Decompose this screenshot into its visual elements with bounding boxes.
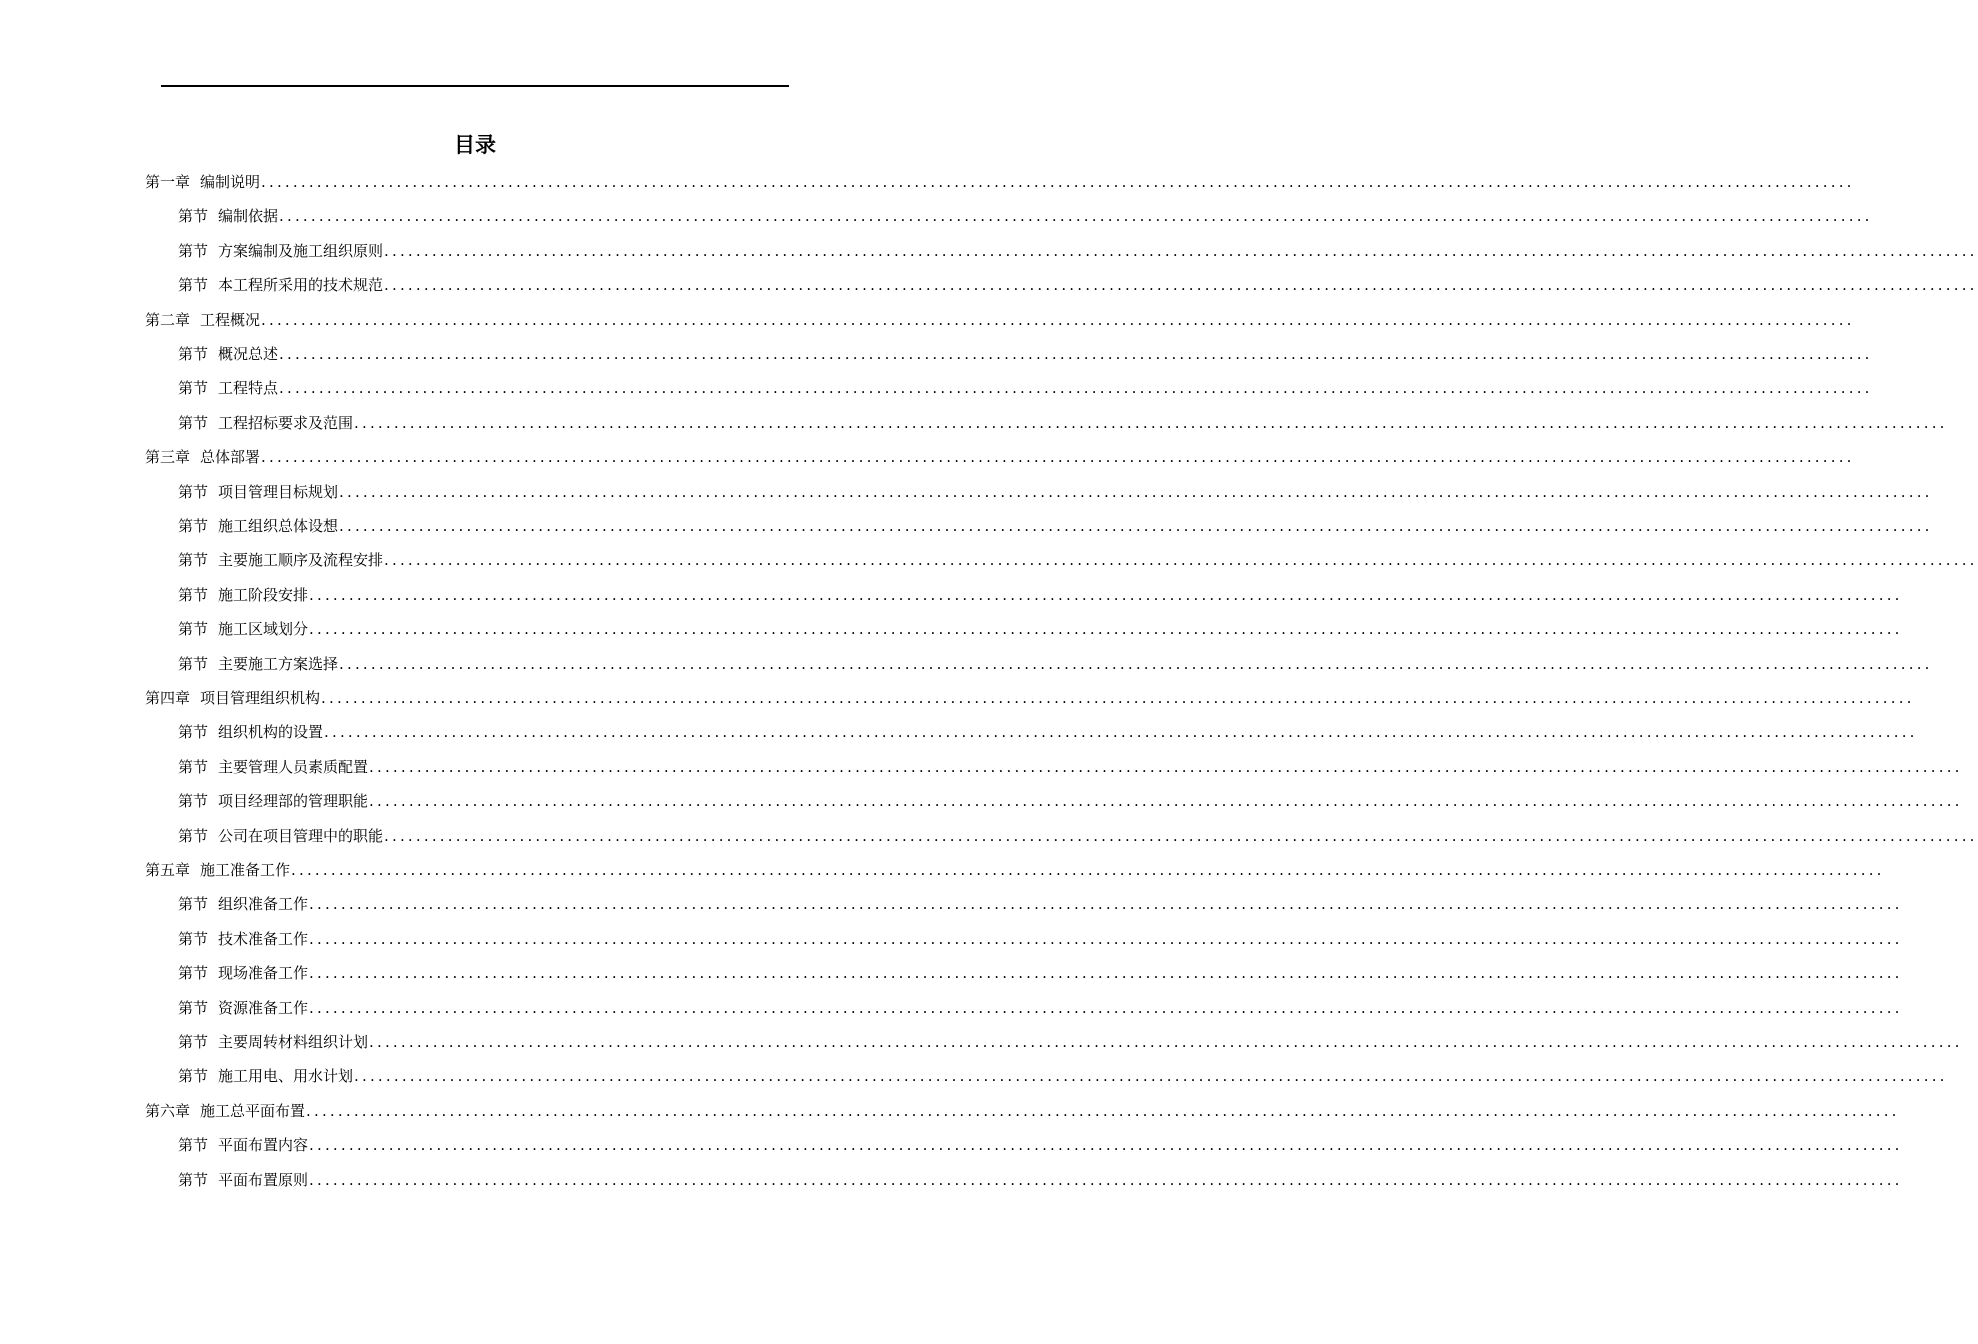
toc-entry-text: 组织机构的设置 [218,723,324,742]
toc-entry-text: 施工阶段安排 [218,585,309,604]
toc-dot-leader: ........................................................................................................................................................................................................ [309,929,1903,948]
toc-entry-label: 第节 [178,207,209,226]
toc-entry-label: 第节 [178,723,209,742]
toc-entry-text: 主要施工方案选择 [218,654,339,673]
toc-entry-label: 第节 [178,413,209,432]
toc-entry-text: 平面布置内容 [218,1136,309,1155]
toc-dot-leader: ........................................................................................................................................................................................................ [339,654,1933,673]
toc-entry-text: 施工组织总体设想 [218,517,339,535]
toc-entry-text: 项目管理组织机构 [200,689,321,707]
toc-entry-text: 平面布置原则 [218,1170,309,1189]
toc-dot-leader: ........................................................................................................................................................................................................ [309,620,1903,639]
toc-section-entry[interactable] [178,615,1903,643]
toc-dot-leader: ........................................................................................................................................................................................................ [279,207,1873,226]
toc-entry-text: 本工程所采用的技术规范 [218,276,384,295]
toc-entry-label: 第节 [178,826,209,845]
toc-entry-label: 第节 [178,757,209,776]
toc-section-entry[interactable] [178,374,1873,402]
toc-entry-text: 组织准备工作 [218,895,309,914]
toc-entry-text: 技术准备工作 [218,929,309,948]
toc-dot-leader: ........................................................................................................................................................................................................ [261,448,1855,467]
toc-chapter-entry[interactable] [145,306,1855,334]
toc-dot-leader: ........................................................................................................................................................................................................ [309,1136,1903,1155]
toc-entry-text: 施工区域划分 [218,620,309,639]
toc-entry-label: 第节 [178,379,209,398]
toc-entry-text: 方案编制及施工组织原则 [218,241,384,260]
toc-section-entry[interactable] [178,512,1933,540]
toc-section-entry[interactable] [178,787,1963,815]
toc-entry-label: 第节 [178,276,209,295]
toc-entry-label: 第节 [178,929,209,948]
toc-section-entry[interactable] [178,1131,1903,1159]
toc-section-entry[interactable] [178,1062,1948,1090]
toc-entry-label: 第节 [178,1067,209,1086]
toc-dot-leader: ........................................................................................................................................................................................................ [261,310,1855,329]
toc-entry-label: 第节 [178,1033,209,1051]
toc-section-entry[interactable] [178,340,1873,368]
page-title: 目录 [454,133,496,157]
toc-entry-label: 第节 [178,1136,209,1155]
toc-dot-leader: ........................................................................................................................................................................................................ [321,689,1915,707]
toc-entry-text: 施工准备工作 [200,861,291,879]
header-rule [161,85,789,87]
toc-section-entry[interactable] [178,1028,1963,1056]
toc-dot-leader: ........................................................................................................................................................................................................ [354,413,1948,432]
toc-entry-text: 主要管理人员素质配置 [218,757,369,776]
toc-section-entry[interactable] [178,890,1903,918]
toc-dot-leader: ........................................................................................................................................................................................................ [309,1170,1903,1189]
toc-section-entry[interactable] [178,546,1978,574]
toc-section-entry[interactable] [178,202,1873,230]
toc-section-entry[interactable] [178,409,1948,437]
toc-dot-leader: ........................................................................................................................................................................................................ [309,585,1903,604]
toc-dot-leader: ........................................................................................................................................................................................................ [354,1067,1948,1086]
toc-entry-text: 工程招标要求及范围 [218,413,354,432]
toc-entry-label: 第五章 [145,861,191,879]
toc-entry-label: 第节 [178,998,209,1017]
toc-section-entry[interactable] [178,237,1978,265]
toc-entry-label: 第节 [178,792,209,811]
toc-section-entry[interactable] [178,718,1918,746]
toc-dot-leader: ........................................................................................................................................................................................................ [309,895,1903,914]
toc-dot-leader: ........................................................................................................................................................................................................ [291,861,1885,879]
toc-entry-label: 第节 [178,964,209,983]
toc-entry-label: 第节 [178,345,209,363]
toc-entry-label: 第节 [178,482,209,501]
toc-dot-leader: ........................................................................................................................................................................................................ [279,379,1873,398]
toc-entry-label: 第节 [178,620,209,639]
toc-entry-text: 工程概况 [200,310,261,329]
toc-chapter-entry[interactable] [145,684,1915,712]
toc-entry-text: 现场准备工作 [218,964,309,983]
toc-chapter-entry[interactable] [145,168,1855,196]
toc-dot-leader: ........................................................................................................................................................................................................ [324,723,1918,742]
toc-entry-text: 编制依据 [218,207,279,226]
toc-section-entry[interactable] [178,581,1903,609]
toc-entry-label: 第节 [178,654,209,673]
toc-entry-text: 施工用电、用水计划 [218,1067,354,1086]
toc-entry-text: 编制说明 [200,173,261,191]
toc-dot-leader: ........................................................................................................................................................................................................ [279,345,1873,363]
toc-chapter-entry[interactable] [145,443,1855,471]
toc-entry-text: 项目管理目标规划 [218,482,339,501]
toc-section-entry[interactable] [178,753,1963,781]
toc-entry-label: 第节 [178,551,209,570]
toc-chapter-entry[interactable] [145,856,1885,884]
toc-dot-leader: ........................................................................................................................................................................................................ [339,517,1933,535]
toc-entry-label: 第节 [178,517,209,535]
toc-dot-leader: ........................................................................................................................................................................................................ [369,1033,1963,1051]
toc-dot-leader: ........................................................................................................................................................................................................ [369,792,1963,811]
toc-dot-leader: ........................................................................................................................................................................................................ [261,173,1855,191]
toc-entry-label: 第节 [178,241,209,260]
toc-entry-text: 项目经理部的管理职能 [218,792,369,811]
toc-dot-leader: ........................................................................................................................................................................................................ [384,551,1978,570]
toc-section-entry[interactable] [178,994,1903,1022]
toc-entry-text: 公司在项目管理中的职能 [218,826,384,845]
toc-dot-leader: ........................................................................................................................................................................................................ [306,1101,1900,1120]
toc-entry-text: 施工总平面布置 [200,1101,306,1120]
toc-entry-label: 第节 [178,895,209,914]
toc-entry-label: 第四章 [145,689,191,707]
toc-entry-label: 第二章 [145,310,191,329]
toc-dot-leader: ........................................................................................................................................................................................................ [309,998,1903,1017]
toc-entry-label: 第节 [178,1170,209,1189]
toc-section-entry[interactable] [178,271,1978,299]
toc-chapter-entry[interactable] [145,1097,1900,1125]
toc-dot-leader: ........................................................................................................................................................................................................ [369,757,1963,776]
toc-entry-label: 第三章 [145,448,191,467]
toc-section-entry[interactable] [178,478,1933,506]
toc-entry-label: 第一章 [145,173,191,191]
toc-section-entry[interactable] [178,925,1903,953]
toc-section-entry[interactable] [178,822,1978,850]
toc-dot-leader: ........................................................................................................................................................................................................ [339,482,1933,501]
toc-entry-text: 概况总述 [218,345,279,363]
toc-dot-leader: ........................................................................................................................................................................................................ [309,964,1903,983]
toc-dot-leader: ........................................................................................................................................................................................................ [384,276,1978,295]
toc-entry-label: 第节 [178,585,209,604]
toc-entry-text: 主要施工顺序及流程安排 [218,551,384,570]
toc-section-entry[interactable] [178,959,1903,987]
toc-entry-text: 总体部署 [200,448,261,467]
toc-section-entry[interactable] [178,1166,1903,1194]
toc-entry-text: 工程特点 [218,379,279,398]
toc-entry-text: 主要周转材料组织计划 [218,1033,369,1051]
toc-dot-leader: ........................................................................................................................................................................................................ [384,241,1978,260]
toc-section-entry[interactable] [178,650,1933,678]
toc-entry-label: 第六章 [145,1101,191,1120]
toc-entry-text: 资源准备工作 [218,998,309,1017]
toc-dot-leader: ........................................................................................................................................................................................................ [384,826,1978,845]
